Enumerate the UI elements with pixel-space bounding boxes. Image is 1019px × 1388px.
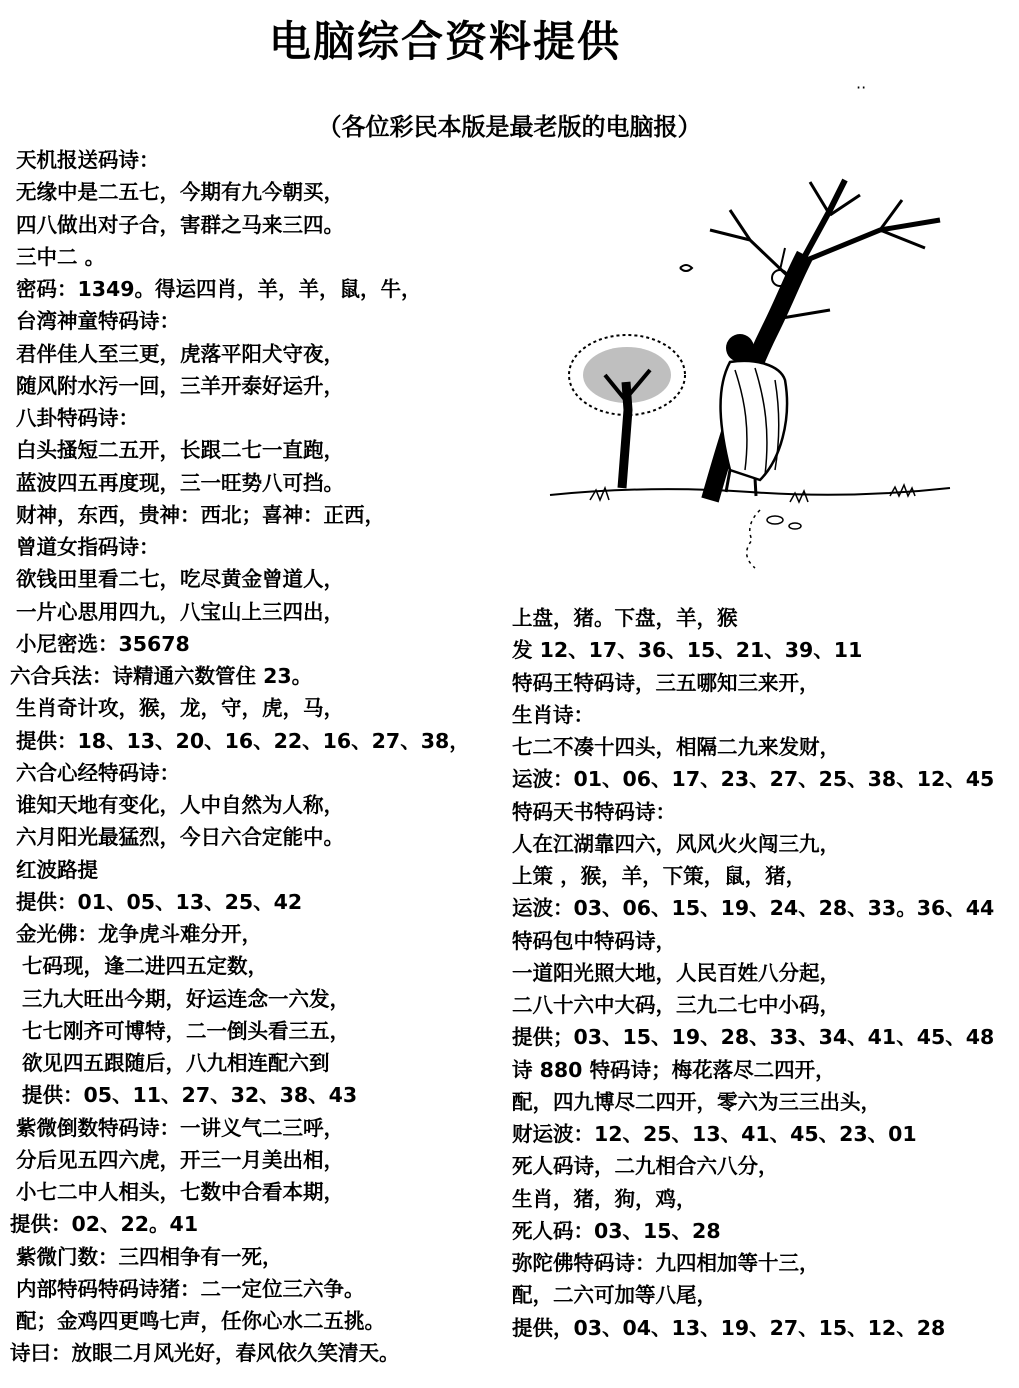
text-line: 配，四九博尽二四开，零六为三三出头，	[512, 1089, 881, 1114]
text-line: 紫微倒数特码诗：一讲义气二三呼，	[16, 1115, 344, 1140]
text-line: 提供：18、13、20、16、22、16、27、38，	[16, 728, 470, 753]
text-line: 生肖诗：	[512, 702, 594, 727]
text-line: 天机报送码诗：	[16, 148, 160, 172]
text-line: 一道阳光照大地，人民百姓八分起，	[512, 960, 840, 985]
text-line: 三中二 。	[16, 244, 106, 269]
text-line: 分后见五四六虎，开三一月美出相，	[16, 1147, 344, 1172]
corner-dots: ··	[856, 78, 867, 97]
text-line: 三九大旺出今期，好运连念一六发，	[22, 986, 350, 1011]
text-line: 财神，东西，贵神：西北；喜神：正西，	[16, 502, 385, 527]
text-line: 七码现，逢二进四五定数，	[22, 954, 268, 979]
text-line: 上策 ，猴，羊，下策，鼠，猪，	[512, 864, 807, 888]
text-line: 二八十六中大码，三九二七中小码，	[512, 993, 840, 1017]
text-line: 特码王特码诗，三五哪知三来开，	[512, 670, 820, 695]
text-line: 提供，03、04、13、19、27、15、12、28	[512, 1315, 946, 1340]
text-line: 欲钱田里看二七，吃尽黄金曾道人，	[16, 567, 344, 592]
page-title: 电脑综合资料提供	[268, 17, 621, 66]
text-line: 提供：02、22。41	[10, 1212, 199, 1237]
text-line: 六合心经特码诗：	[16, 760, 180, 785]
text-line: 配，二六可加等八尾，	[512, 1283, 717, 1308]
text-line: 内部特码特码诗猪：二一定位三六争。	[16, 1276, 365, 1301]
text-line: 七二不凑十四头，相隔二九来发财，	[512, 735, 840, 759]
text-line: 随风附水污一回，三羊开泰好运升，	[16, 373, 344, 398]
text-line: 六合兵法：诗精通六数管住 23。	[10, 664, 313, 688]
text-line: 白头搔短二五开，长跟二七一直跑，	[16, 438, 344, 463]
text-line: 提供：01、05、13、25、42	[16, 889, 303, 914]
text-line: 六月阳光最猛烈，今日六合定能中。	[16, 825, 344, 850]
text-line: 运波：03、06、15、19、24、28、33。36、44	[512, 896, 995, 921]
tree-figure-illustration	[530, 170, 970, 580]
right-column	[512, 602, 1012, 1344]
text-line: 紫微门数：三四相争有一死，	[16, 1244, 283, 1269]
text-line: 一片心思用四九，八宝山上三四出，	[16, 599, 344, 624]
text-line: 运波：01、06、17、23、27、25、38、12、45	[512, 767, 995, 792]
text-line: 特码天书特码诗：	[512, 799, 676, 824]
text-line: 蓝波四五再度现，三一旺势八可挡。	[16, 470, 344, 495]
text-line: 台湾神童特码诗：	[16, 309, 180, 334]
text-line: 红波路提	[16, 857, 98, 882]
text-line: 小七二中人相头，七数中合看本期，	[16, 1180, 344, 1204]
text-line: 无缘中是二五七，今期有九今朝买，	[16, 180, 344, 205]
text-line: 财运波：12、25、13、41、45、23、01	[512, 1122, 917, 1146]
text-line: 君伴佳人至三更，虎落平阳犬守夜，	[16, 341, 344, 366]
text-line: 谁知天地有变化，人中自然为人称，	[16, 793, 344, 817]
text-line: 欲见四五跟随后，八九相连配六到	[22, 1051, 330, 1075]
text-line: 人在江湖靠四六，风风火火闯三九，	[512, 831, 840, 856]
text-line: 八卦特码诗：	[16, 406, 139, 430]
text-line: 特码包中特码诗，	[512, 928, 676, 953]
text-line: 七七刚齐可博特，二一倒头看三五，	[22, 1018, 350, 1043]
text-line: 配；金鸡四更鸣七声，任你心水二五挑。	[16, 1309, 385, 1333]
text-line: 小尼密选：35678	[16, 631, 190, 656]
text-line: 生肖奇计攻，猴，龙，守，虎，马，	[16, 696, 344, 721]
text-line: 死人码诗，二九相合六八分，	[512, 1154, 779, 1179]
text-line: 四八做出对子合，害群之马来三四。	[16, 212, 344, 237]
text-line: 生肖，猪，狗，鸡，	[512, 1186, 697, 1211]
text-line: 上盘，猪。下盘，羊，猴	[512, 606, 738, 630]
text-line: 提供；03、15、19、28、33、34、41、45、48	[512, 1025, 995, 1050]
text-line: 发 12、17、36、15、21、39、11	[512, 638, 863, 663]
text-line: 曾道女指码诗：	[16, 535, 160, 559]
text-line: 提供：05、11、27、32、38、43	[22, 1083, 358, 1108]
text-line: 金光佛：龙争虎斗难分开，	[16, 922, 262, 946]
text-line: 弥陀佛特码诗：九四相加等十三，	[512, 1251, 820, 1275]
text-line: 死人码：03、15、28	[512, 1218, 721, 1243]
text-line: 诗曰：放眼二月风光好，春风依久笑清天。	[10, 1341, 400, 1366]
page-subtitle: （各位彩民本版是最老版的电脑报）	[317, 113, 702, 141]
text-line: 诗 880 特码诗；梅花落尽二四开，	[512, 1057, 836, 1082]
left-column	[10, 144, 500, 1370]
text-line: 密码：1349。得运四肖，羊，羊，鼠，牛，	[16, 277, 422, 301]
